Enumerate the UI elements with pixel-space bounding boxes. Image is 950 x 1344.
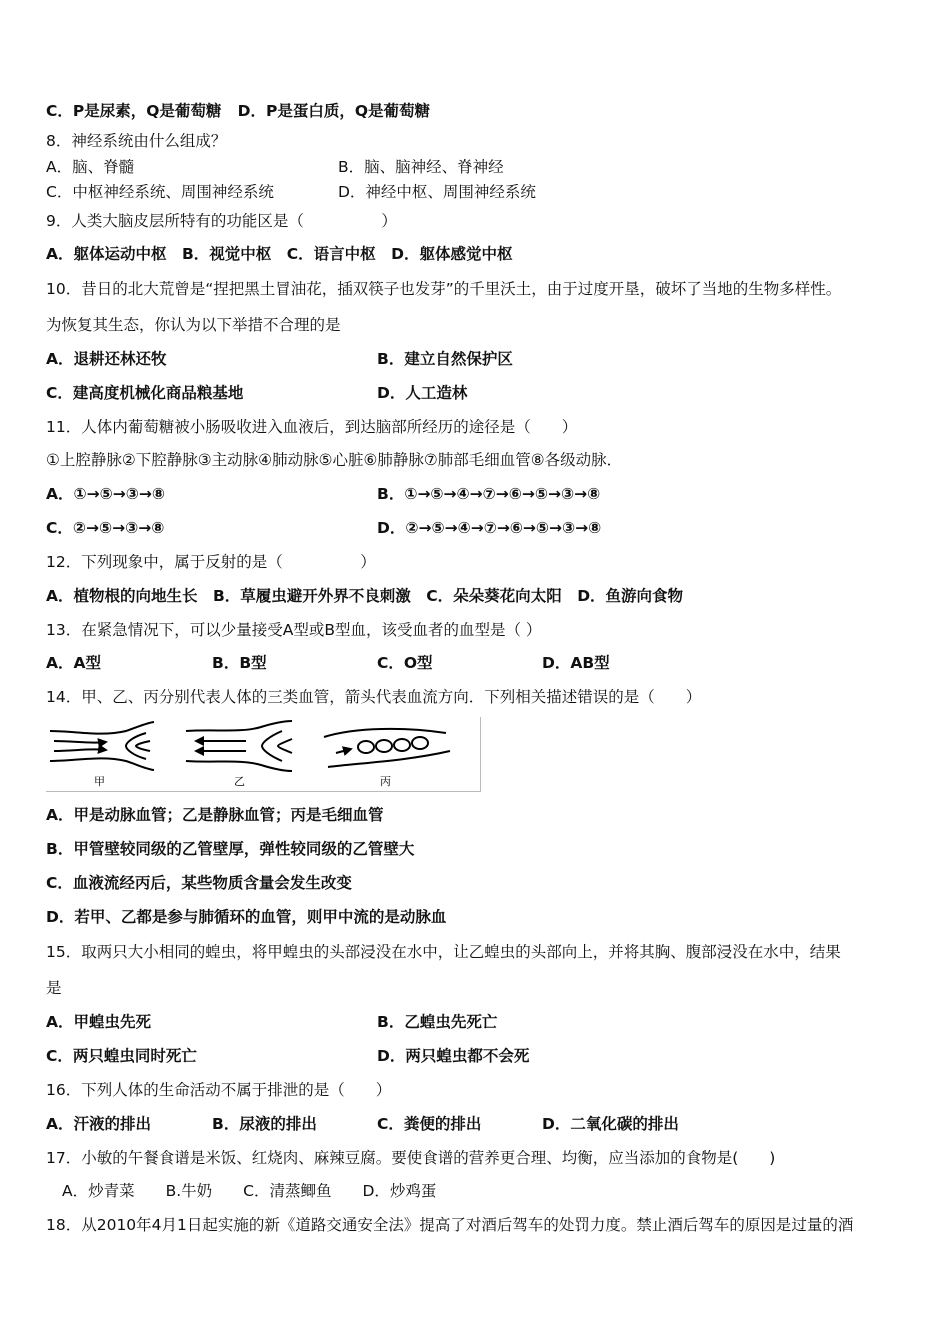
- q8-option-a: A．脑、脊髓: [46, 158, 135, 176]
- q17-stem: 17．小敏的午餐食谱是米饭、红烧肉、麻辣豆腐。要使食谱的营养更合理、均衡，应当添加的食物是( ): [46, 1149, 776, 1167]
- q10-option-c: C．建高度机械化商品粮基地: [46, 384, 244, 402]
- q14-option-b: B．甲管壁较同级的乙管壁厚，弹性较同级的乙管壁大: [46, 840, 415, 858]
- q16-stem: 16．下列人体的生命活动不属于排泄的是（ ）: [46, 1081, 392, 1099]
- q14-stem: 14．甲、乙、丙分别代表人体的三类血管，箭头代表血流方向．下列相关描述错误的是（ ）: [46, 688, 702, 706]
- q8-option-d: D．神经中枢、周围神经系统: [338, 183, 536, 201]
- q16-option-c: C．粪便的排出: [377, 1115, 482, 1133]
- fig-label-jia: 甲: [94, 775, 105, 788]
- q7-options-line: [46, 101, 430, 121]
- q12-options: A．植物根的向地生长 B．草履虫避开外界不良刺激 C．朵朵葵花向太阳 D．鱼游向食物: [46, 587, 684, 605]
- q8-option-c: C．中枢神经系统、周围神经系统: [46, 183, 274, 201]
- vein-vessel: [186, 721, 292, 771]
- q14-option-d: D．若甲、乙都是参与肺循环的血管，则甲中流的是动脉血: [46, 908, 447, 926]
- q10-option-d: D．人工造林: [377, 384, 468, 402]
- capillary-vessel: [324, 729, 450, 767]
- q7-option-c: C．P是尿素，Q是葡萄糖: [46, 102, 222, 120]
- q16-option-b: B．尿液的排出: [212, 1115, 317, 1133]
- q12-stem: 12．下列现象中，属于反射的是（ ）: [46, 553, 376, 571]
- blood-vessel-diagram: [46, 717, 480, 791]
- q8-stem: 8．神经系统由什么组成？: [46, 132, 227, 150]
- q13-stem: 13．在紧急情况下，可以少量接受A型或B型血，该受血者的血型是（ ）: [46, 621, 542, 639]
- q16-option-d: D．二氧化碳的排出: [542, 1115, 679, 1133]
- q13-option-a: A．A型: [46, 654, 101, 672]
- q11-option-b: B．①→⑤→④→⑦→⑥→⑤→③→⑧: [377, 485, 601, 503]
- q16-option-a: A．汗液的排出: [46, 1115, 151, 1133]
- q15-option-d: D．两只蝗虫都不会死: [377, 1047, 530, 1065]
- q18-stem: 18．从2010年4月1日起实施的新《道路交通安全法》提高了对酒后驾车的处罚力度。禁止酒后驾车的原因是过量的酒: [46, 1216, 854, 1234]
- q10-option-a: A．退耕还林还牧: [46, 350, 167, 368]
- q13-option-c: C．O型: [377, 654, 433, 672]
- q13-option-b: B．B型: [212, 654, 267, 672]
- q14-option-c: C．血液流经丙后，某些物质含量会发生改变: [46, 874, 352, 892]
- q11-stem: 11．人体内葡萄糖被小肠吸收进入血液后，到达脑部所经历的途径是（ ）: [46, 418, 578, 436]
- q9-stem: 9．人类大脑皮层所特有的功能区是（ ）: [46, 212, 397, 230]
- q10-option-b: B．建立自然保护区: [377, 350, 513, 368]
- q15-option-a: A．甲蝗虫先死: [46, 1013, 151, 1031]
- q8-option-b: B．脑、脑神经、脊神经: [338, 158, 504, 176]
- q11-option-a: A．①→⑤→③→⑧: [46, 485, 165, 503]
- q11-items: ①上腔静脉②下腔静脉③主动脉④肺动脉⑤心脏⑥肺静脉⑦肺部毛细血管⑧各级动脉．: [46, 451, 623, 469]
- q15-option-c: C．两只蝗虫同时死亡: [46, 1047, 197, 1065]
- fig-label-bing: 丙: [380, 775, 391, 788]
- q17-options: A．炒青菜 B.牛奶 C．清蒸鲫鱼 D．炒鸡蛋: [62, 1182, 437, 1200]
- q15-stem-line1: 15．取两只大小相同的蝗虫，将甲蝗虫的头部浸没在水中，让乙蝗虫的头部向上，并将其胸、腹部浸没在水中，结果: [46, 943, 841, 961]
- q13-option-d: D．AB型: [542, 654, 610, 672]
- artery-vessel: [50, 722, 154, 770]
- q11-option-d: D．②→⑤→④→⑦→⑥→⑤→③→⑧: [377, 519, 602, 537]
- q15-stem-line2: 是: [46, 979, 62, 997]
- q7-option-d: D．P是蛋白质，Q是葡萄糖: [237, 102, 431, 120]
- fig-label-yi: 乙: [234, 775, 245, 788]
- blood-vessel-figure: [46, 717, 481, 792]
- q10-stem-line1: 10．昔日的北大荒曾是“捏把黑土冒油花，插双筷子也发芽”的千里沃土，由于过度开垦，破坏了当地的生物多样性。: [46, 280, 842, 298]
- q14-option-a: A．甲是动脉血管；乙是静脉血管；丙是毛细血管: [46, 806, 384, 824]
- q9-options: A．躯体运动中枢 B．视觉中枢 C．语言中枢 D．躯体感觉中枢: [46, 245, 513, 263]
- q10-stem-line2: 为恢复其生态，你认为以下举措不合理的是: [46, 316, 341, 334]
- q15-option-b: B．乙蝗虫先死亡: [377, 1013, 498, 1031]
- q11-option-c: C．②→⑤→③→⑧: [46, 519, 165, 537]
